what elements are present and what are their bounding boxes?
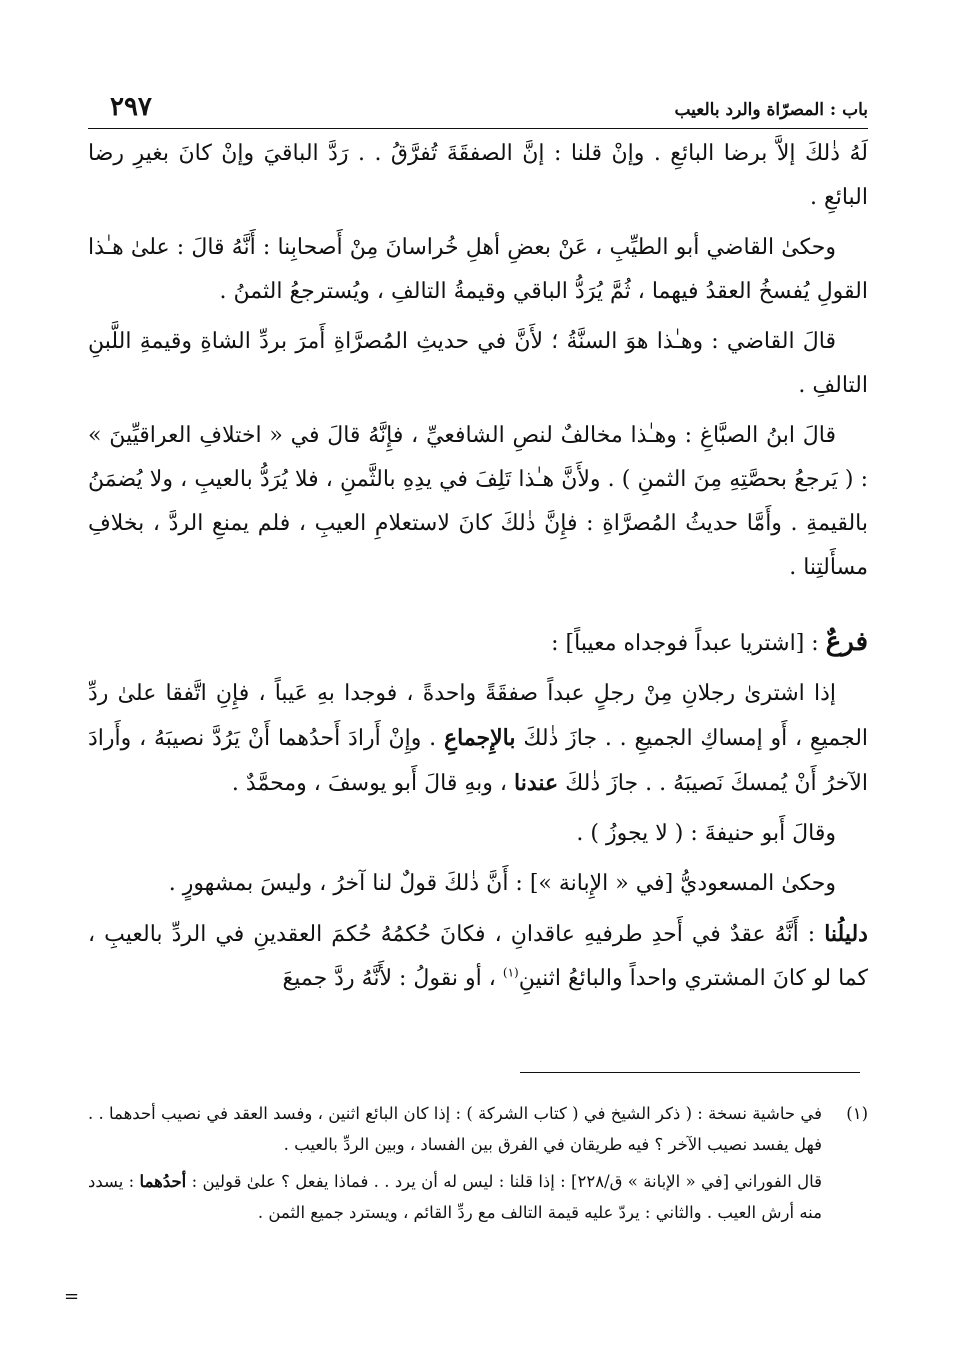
branch-heading	[88, 620, 868, 666]
dalil-tail: ، أو نقولُ : لأَنَّهُ ردَّ جميعَ	[282, 966, 496, 991]
paragraph-abu-tayyib: وحكىٰ القاضي أبو الطيِّبِ ، عَنْ بعضِ أهلِ خُراسانَ مِنْ أَصحابِنا : أَنَّهُ قالَ : علىٰ هـٰذا القولِ يُفسخُ العقدُ فيهما ، ثُمَّ يُرَدُّ الباقي وقيمةُ التالفِ ، ويُسترجعُ الثمنُ .	[88, 235, 868, 304]
footnote-fawrani-a: قال الفوراني [في « الإبانة » ق/٢٢٨] : إذا قلنا : ليس له أن يرد . . فماذا يفعل ؟ علىٰ قولين :	[191, 1172, 823, 1191]
two-buyers-text-c: . وإِنْ أَرادَ أَحدُهما أَنْ يَرُدَّ نصيبَهُ ، وأَرادَ الآخرُ أَنْ يُمسكَ نَصيبَهُ . . جازَ ذٰلكَ	[88, 726, 868, 796]
two-buyers-text-a: إذا اشترىٰ رجلانِ مِنْ رجلٍ عبداً صفقَةً واحدةً ، فوجدا بهِ عَيباً ، فإِنِ اتَّفقا علىٰ ردِّ الجميعِ ، أَو إمساكِ الجميعِ . . جازَ ذٰلكَ	[88, 681, 869, 751]
paragraph-masudi: وحكىٰ المسعوديُّ [في « الإِبانة »] : أَنَّ ذٰلكَ قولٌ لنا آخرُ ، وليسَ بمشهورٍ .	[168, 871, 836, 896]
footnote-body	[88, 1098, 822, 1228]
page-number: ٢٩٧	[110, 92, 152, 122]
two-buyers-ijma: بالإِجماعِ	[443, 725, 516, 751]
paragraph-qadi: قالَ القاضي : وهـٰذا هوَ السنَّةُ ؛ لأَنَّ في حديثِ المُصرَّاةِ أَمرَ بردِّ الشاةِ وقيمةِ اللَّبنِ التالفِ .	[88, 329, 868, 398]
paragraph-two-buyers	[88, 672, 868, 806]
footnotes	[88, 1098, 868, 1228]
footnote-paragraph-2	[88, 1166, 822, 1228]
paragraph-ibn-sabbagh: قالَ ابنُ الصبَّاغِ : وهـٰذا مخالفٌ لنصِ الشافعيِّ ، فإِنَّهُ قالَ في « اختلافِ العراقيِّينَ » : ( يَرجعُ بحصَّتِهِ مِنَ الثمنِ ) . ولأَنَّ هـٰذا تَلِفَ في يدِهِ بالثَّمنِ ، فلا يُرَدُّ بالعيبِ ، ولا يُضمَنُ بالقيمةِ . وأَمَّا حديثُ المُصرَّاةِ : فإِنَّ ذٰلكَ كانَ لاستعلامِ العيبِ ، فلم يمنعِ الردَّ ، بخلافِ مسأَلتِنا .	[88, 423, 868, 580]
branch-label: فرعٌ	[825, 627, 868, 657]
main-text	[88, 132, 868, 1007]
footnote-paragraph-1: في حاشية نسخة : ( ذكر الشيخ في ( كتاب الشركة ) : إذا كان البائع اثنين ، وفسد العقد في نصيب أحدهما . . فهل يفسد نصيب الآخر ؟ فيه طريقان في الفرق بين الفساد ، وبين الردِّ بالعيب .	[88, 1104, 822, 1154]
continuation-mark: =	[64, 1286, 80, 1307]
dalil-text: : أَنَّهُ عقدٌ في أَحدِ طرفيهِ عاقدانِ ، فكانَ حُكمُهُ حُكمَ العقدينِ في الردِّ بالعيبِ ، كما لو كانَ المشتري واحداً والبائعُ اثنينِ	[88, 922, 868, 991]
footnote-fawrani-b: أحدُهما	[139, 1172, 187, 1191]
footnote-marker: (١)	[502, 965, 519, 980]
dalil-label: دليلُنا	[824, 921, 868, 947]
footnote-1	[88, 1098, 868, 1228]
header-divider	[88, 128, 868, 129]
two-buyers-text-e: ، وبهِ قالَ أَبو يوسفَ ، ومحمَّدٌ .	[231, 771, 507, 796]
paragraph-dalil	[88, 912, 868, 1001]
footnote-divider	[520, 1072, 860, 1073]
footnote-fawrani-c: : يسدد منه أرش العيب . والثاني : يردّ عليه قيمة التالف مع ردِّ القائم ، ويسترد جميع الثمن .	[88, 1172, 822, 1222]
footnote-number: (١)	[846, 1104, 868, 1123]
page-header	[88, 92, 868, 126]
running-title: باب : المصرّاة والرد بالعيب	[674, 100, 868, 120]
branch-title: : [اشتريا عبداً فوجداه معيباً] :	[551, 631, 819, 656]
paragraph-abu-hanifa: وقالَ أَبو حنيفةَ : ( لا يجوزُ ) .	[576, 821, 836, 846]
two-buyers-indana: عندنا	[514, 770, 559, 796]
paragraph-continuation: لَهُ ذٰلكَ إلاَّ برضا البائعِ . وإنْ قلنا : إنَّ الصفقَةَ تُفرَّقُ . . رَدَّ الباقيَ وإنْ كانَ بغيرِ رضا البائعِ .	[88, 141, 868, 210]
